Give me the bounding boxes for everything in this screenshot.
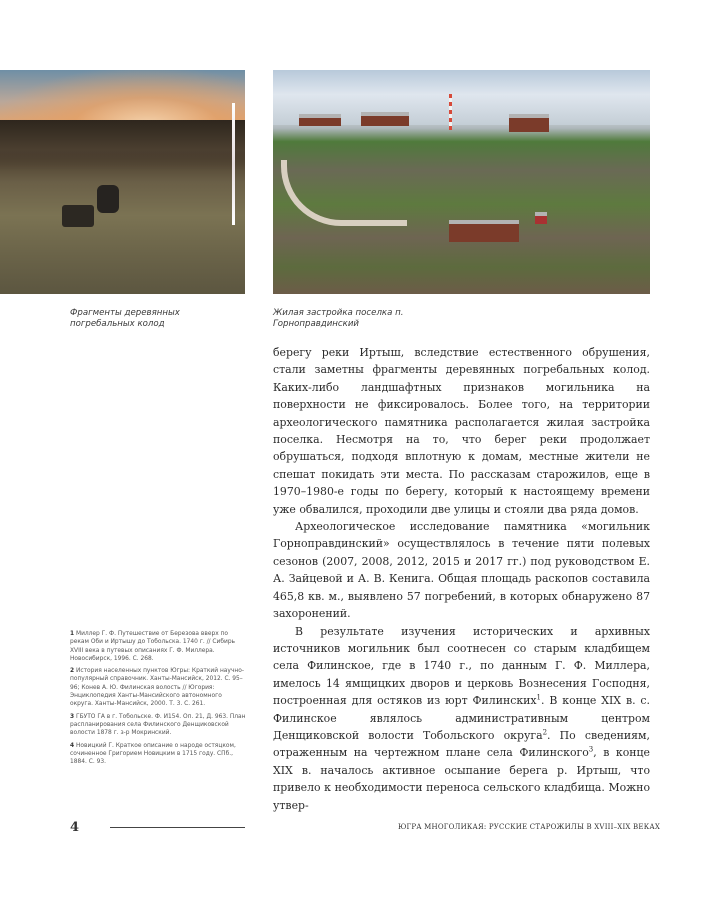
sky-sunset bbox=[0, 70, 245, 125]
photo-caption-right: Жилая застройка поселка п. Горноправдинский bbox=[273, 308, 404, 329]
house bbox=[361, 112, 409, 126]
house bbox=[535, 212, 547, 224]
photo-burial-log-fragments bbox=[0, 70, 245, 294]
photo-village-aerial bbox=[273, 70, 650, 294]
footnote-ref[interactable]: 3 bbox=[588, 745, 594, 754]
burial-log-fragment bbox=[97, 185, 119, 213]
photo-caption-left: Фрагменты деревянных погребальных колод bbox=[70, 308, 180, 329]
footnote-ref[interactable]: 1 bbox=[536, 693, 542, 702]
house bbox=[299, 114, 341, 126]
radio-mast bbox=[449, 94, 452, 130]
burial-log-fragment bbox=[62, 205, 94, 227]
paragraph-1: берегу реки Иртыш, вследствие естественного обрушения, стали заметны фрагменты деревянных погребальных колод. Каких-либо ландшафтных признаков могильника на поверхности не фиксировалось. Более того, на территории археологического памятника располагается жилая застройка поселка. Несмотря на то, что берег реки продолжает обрушаться, подходя вплотную к домам, местные жители не спешат покидать эти места. По рассказам старожилов, еще в 1970–1980-е годы по берегу, который к настоящему времени уже обвалился, проходили две улицы и стояли два ряда домов. bbox=[273, 346, 650, 516]
paragraph-2: Археологическое исследование памятника «могильник Горноправдинский» осуществлялось в течение пяти полевых сезонов (2007, 2008, 2012, 2015 и 2017 гг.) под руководством Е. А. Зайцевой и А. В. Кенига. Общая площадь раскопов составила 465,8 кв. м., выявлено 57 погребений, в которых обнаружено 87 захоронений. bbox=[273, 520, 650, 621]
running-title: ЮГРА МНОГОЛИКАЯ: РУССКИЕ СТАРОЖИЛЫ В XVIII–XIX ВЕКАХ bbox=[397, 823, 660, 831]
footnote-2: 2 История населенных пунктов Югры: Краткий научно-популярный справочник. Ханты-Мансийск, 2012. С. 95–96; Конев А. Ю. Филинская волость // Югория: Энциклопедия Ханты-Мансийского автономного округа. Ханты-Мансийск, 2000. Т. 3. С. 261. bbox=[70, 668, 244, 708]
footnotes bbox=[70, 630, 246, 770]
main-text bbox=[273, 344, 650, 814]
page-number: 4 bbox=[70, 820, 80, 835]
footer-rule bbox=[110, 827, 245, 828]
measuring-rod bbox=[232, 103, 235, 225]
footnote-ref[interactable]: 2 bbox=[542, 728, 548, 737]
footnote-3: 3 ГБУТО ГА в г. Тобольске. Ф. И154. Оп. 21, Д. 963. План распланирования села Филинского Денщиковской волости 1878 г. з-р Мокринский. bbox=[70, 713, 246, 737]
paragraph-3: В результате изучения исторических и архивных источников могильник был соотнесен со старым кладбищем села Филинское, где в 1740 г., по данным Г. Ф. Миллера, имелось 14 ямщицких дворов и церковь Вознесения Господня, построенная для остяков из юрт Филинских$^1$. В конце XIX в. с. Филинское являлось административным центром Денщиковской волости Тобольского округа$^2$. По сведениям, отраженным на чертежном плане села Филинского$^3$, в конце XIX в. началось активное осыпание берега р. Иртыш, что привело к необходимости переноса сельского кладбища. Можно утвер- bbox=[273, 624, 650, 812]
house bbox=[509, 114, 549, 132]
footnote-4: 4 Новицкий Г. Краткое описание о народе остяцком, сочиненное Григорием Новицким в 1715 году. СПб., 1884. С. 93. bbox=[70, 742, 236, 766]
footnote-1: 1 Миллер Г. Ф. Путешествие от Березова вверх по рекам Оби и Иртышу до Тобольска. 1740 г. // Сибирь XVIII века в путевых описаниях Г. Ф. Миллера. Новосибирск, 1996. С. 268. bbox=[70, 631, 236, 662]
curved-road bbox=[281, 160, 407, 226]
cliff-top-soil bbox=[0, 120, 245, 170]
house bbox=[449, 220, 519, 242]
